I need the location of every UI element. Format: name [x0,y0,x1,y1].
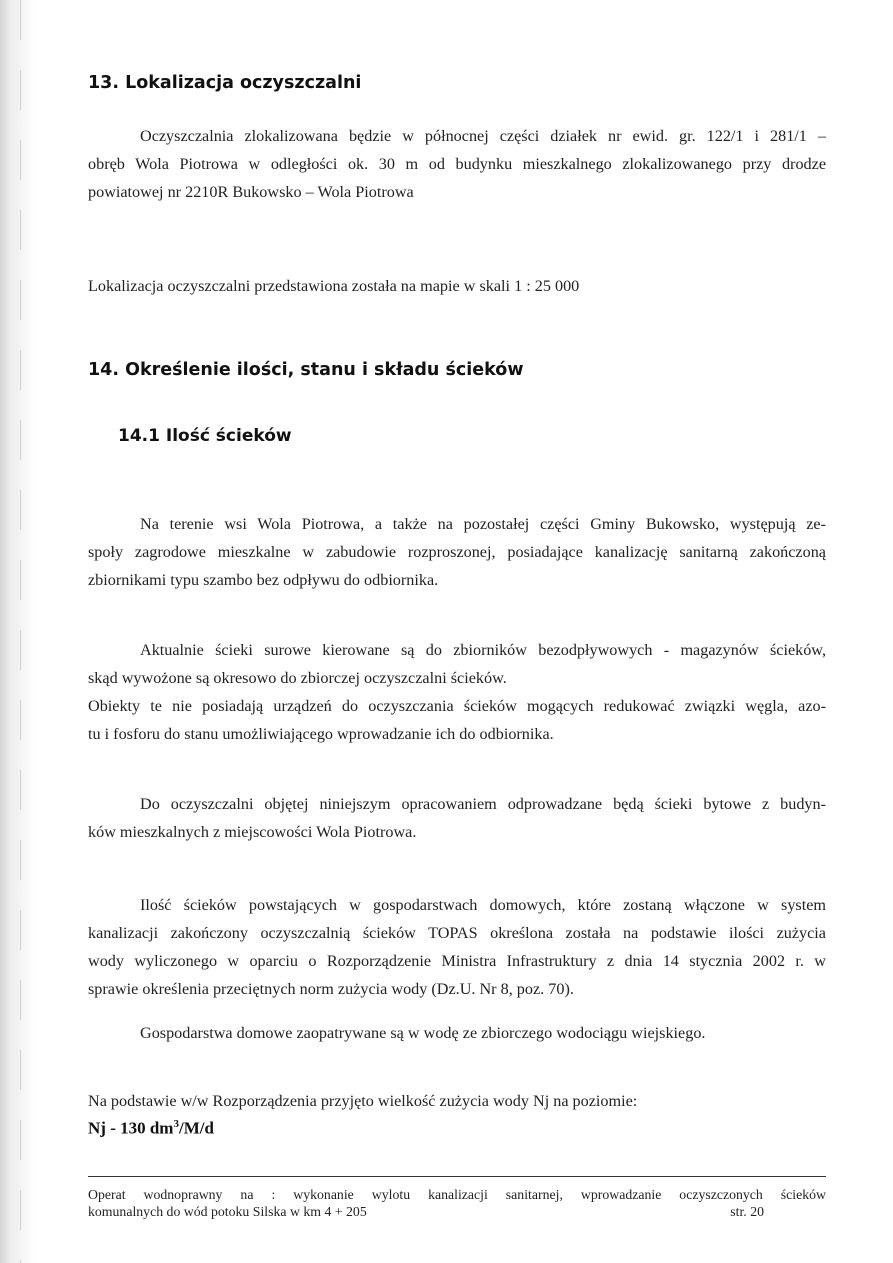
text-line: powiatowej nr 2210R Bukowsko – Wola Piotrowa [88,183,414,201]
text-line: Do oczyszczalni objętej niniejszym opracowaniem odprowadzane będą ścieki bytowe z budyn- [140,795,826,813]
scan-edge-shadow [0,0,38,1263]
section-13-heading: 13. Lokalizacja oczyszczalni [88,73,362,93]
text-line: Aktualnie ścieki surowe kierowane są do zbiorników bezodpływowych - magazynów ścieków, [140,641,826,659]
text-line: Lokalizacja oczyszczalni przedstawiona została na mapie w skali 1 : 25 000 [88,277,580,295]
text-line: Na podstawie w/w Rozporządzenia przyjęto wielkość zużycia wody Nj na poziomie: [88,1092,638,1110]
formula-prefix: Nj - 130 dm [88,1118,174,1138]
formula-suffix: /M/d [178,1118,214,1138]
section-14-paragraph-5 [88,891,826,1003]
text-line: obręb Wola Piotrowa w odległości ok. 30 m od budynku mieszkalnego zlokalizowanego przy drodze [88,155,826,173]
text-line: tu i fosforu do stanu umożliwiającego wprowadzanie ich do odbiornika. [88,725,554,743]
formula-superscript: 3 [173,1118,179,1130]
text-line: społy zagrodowe mieszkalne w zabudowie rozproszonej, posiadające kanalizację sanitarną zakończoną [88,543,826,561]
text-line: Ilość ścieków powstających w gospodarstwach domowych, które zostaną włączone w system [140,896,826,914]
footer-line-2 [88,1203,826,1220]
text-line: Obiekty te nie posiadają urządzeń do oczyszczania ścieków mogących redukować związki węgla, azo- [88,697,826,715]
text-line: Oczyszczalnia zlokalizowana będzie w północnej części działek nr ewid. gr. 122/1 i 281/1 – [140,127,826,145]
text-line: skąd wywożone są okresowo do zbiorczej oczyszczalni ścieków. [88,669,507,687]
page-number: str. 20 [730,1204,764,1219]
section-14-1-heading: 14.1 Ilość ścieków [118,426,292,446]
text-line: kanalizacji zakończony oczyszczalnią ścieków TOPAS określona została na podstawie ilości zużycia [88,924,826,942]
section-14-paragraph-4 [88,790,826,846]
footer-line-1: Operat wodnoprawny na : wykonanie wylotu kanalizacji sanitarnej, wprowadzanie oczyszczonych ścieków [88,1187,826,1202]
section-14-paragraph-6 [88,1019,826,1047]
section-14-heading: 14. Określenie ilości, stanu i składu ścieków [88,360,524,380]
section-13-paragraph-1 [88,122,826,206]
section-14-paragraph-1 [88,510,826,594]
section-14-paragraph-2 [88,636,826,748]
text-line: wody wyliczonego w oparciu o Rozporządzenie Ministra Infrastruktury z dnia 14 stycznia 2002 r. w [88,952,826,970]
footer-line-2-text: komunalnych do wód potoku Silska w km 4 + 205 [88,1204,367,1219]
text-line: zbiornikami typu szambo bez odpływu do odbiornika. [88,571,439,589]
text-line: Na terenie wsi Wola Piotrowa, a także na pozostałej części Gminy Bukowsko, występują ze- [140,515,826,533]
footer-divider [88,1176,826,1177]
section-13-paragraph-2 [88,272,826,300]
text-line: ków mieszkalnych z miejscowości Wola Piotrowa. [88,823,417,841]
water-usage-formula [88,1118,214,1139]
page-footer [88,1186,826,1220]
text-line: sprawie określenia przeciętnych norm zużycia wody (Dz.U. Nr 8, poz. 70). [88,980,574,998]
section-14-paragraph-7 [88,1087,826,1115]
text-line: Gospodarstwa domowe zaopatrywane są w wodę ze zbiorczego wodociągu wiejskiego. [140,1024,706,1042]
